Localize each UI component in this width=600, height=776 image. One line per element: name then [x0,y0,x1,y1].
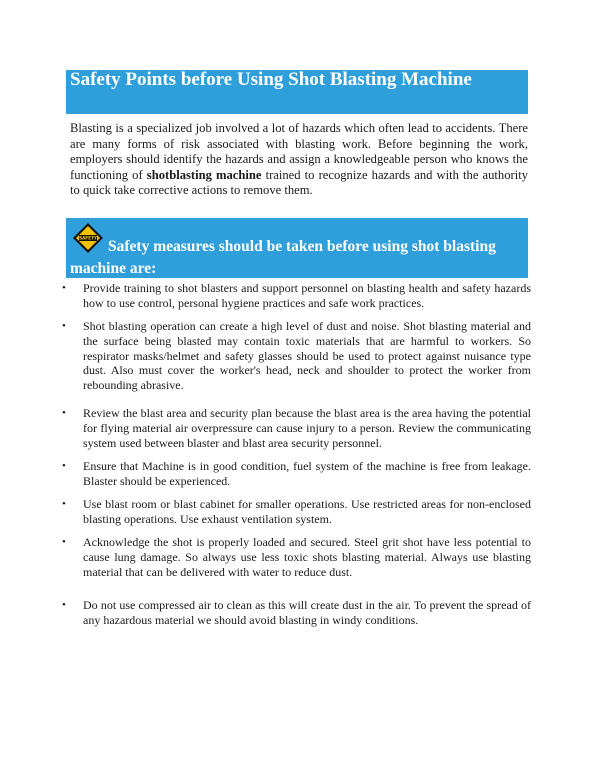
shotblasting-machine-link[interactable]: shotblasting machine [146,167,262,182]
list-item-text: Review the blast area and security plan because the blast area is the area having the potential for flying material air overpressure can cause injury to a person. Review the communicating system used between blaster and blast area security personnel. [83,406,531,450]
list-item-text: Do not use compressed air to clean as this will create dust in the air. To prevent the spread of any hazardous material we should avoid blasting in windy conditions. [83,598,531,627]
page-title: Safety Points before Using Shot Blasting Machine [70,69,472,90]
steel-grit-shot-link[interactable]: Steel grit shot [354,535,423,549]
list-item-text-start: Shot blasting operation can create a high level of dust and noise. Shot blasting material and the surface being blasted may contain toxic materials that are harmful to workers. So [83,319,531,348]
intro-text-end: trained to recognize hazards and with the authority to quick take corrective actions to remove them. [70,167,528,198]
bullet: • [62,460,66,472]
intro-text-start: Blasting is a specialized job involved a lot of hazards which often lead to accidents. There are many forms of risk associated with blasting work. Before beginning the work, employers should identify the hazards and assign a knowledgeable person who knows the functioning of [70,121,528,182]
bullet: • [62,320,66,332]
list-item-text: Use blast room or blast cabinet for smaller operations. Use restricted areas for non-enclosed blasting operations. Use exhaust ventilation system. [83,497,531,526]
list-item-text: Ensure that Machine is in good condition, fuel system of the machine is free from leakage. Blaster should be experienced. [83,459,531,488]
bullet: • [62,498,66,510]
section-heading: Safety measures should be taken before using shot blasting machine are: [70,238,496,277]
bullet: • [62,407,66,419]
bullet: • [62,282,66,294]
list-item-text-start: Acknowledge the shot is properly loaded and secured. [83,535,355,549]
list-item-text [83,319,531,393]
list-item-text [83,535,531,579]
list-item-text: Provide training to shot blasters and support personnel on blasting health and safety hazards how to use control, personal hygiene practices and safe work practices. [83,281,531,310]
list-item-text-end: have less potential to cause lung damage. So always use less toxic shots blasting material. Always use blasting material that can be delivered with water to reduce dust. [83,535,532,579]
bullet: • [62,536,66,548]
respirator-masks-link[interactable]: respirator masks/helmet [83,348,200,363]
safety-sign-label: SAFETY [79,235,97,241]
intro-paragraph [70,121,528,199]
list-item-text-end: and safety glasses should be used to protect against nuisance type dust. Also must cover the worker's head, neck and shoulder to protect the worker from rebounding abrasive. [83,348,532,393]
bullet: • [62,599,66,611]
